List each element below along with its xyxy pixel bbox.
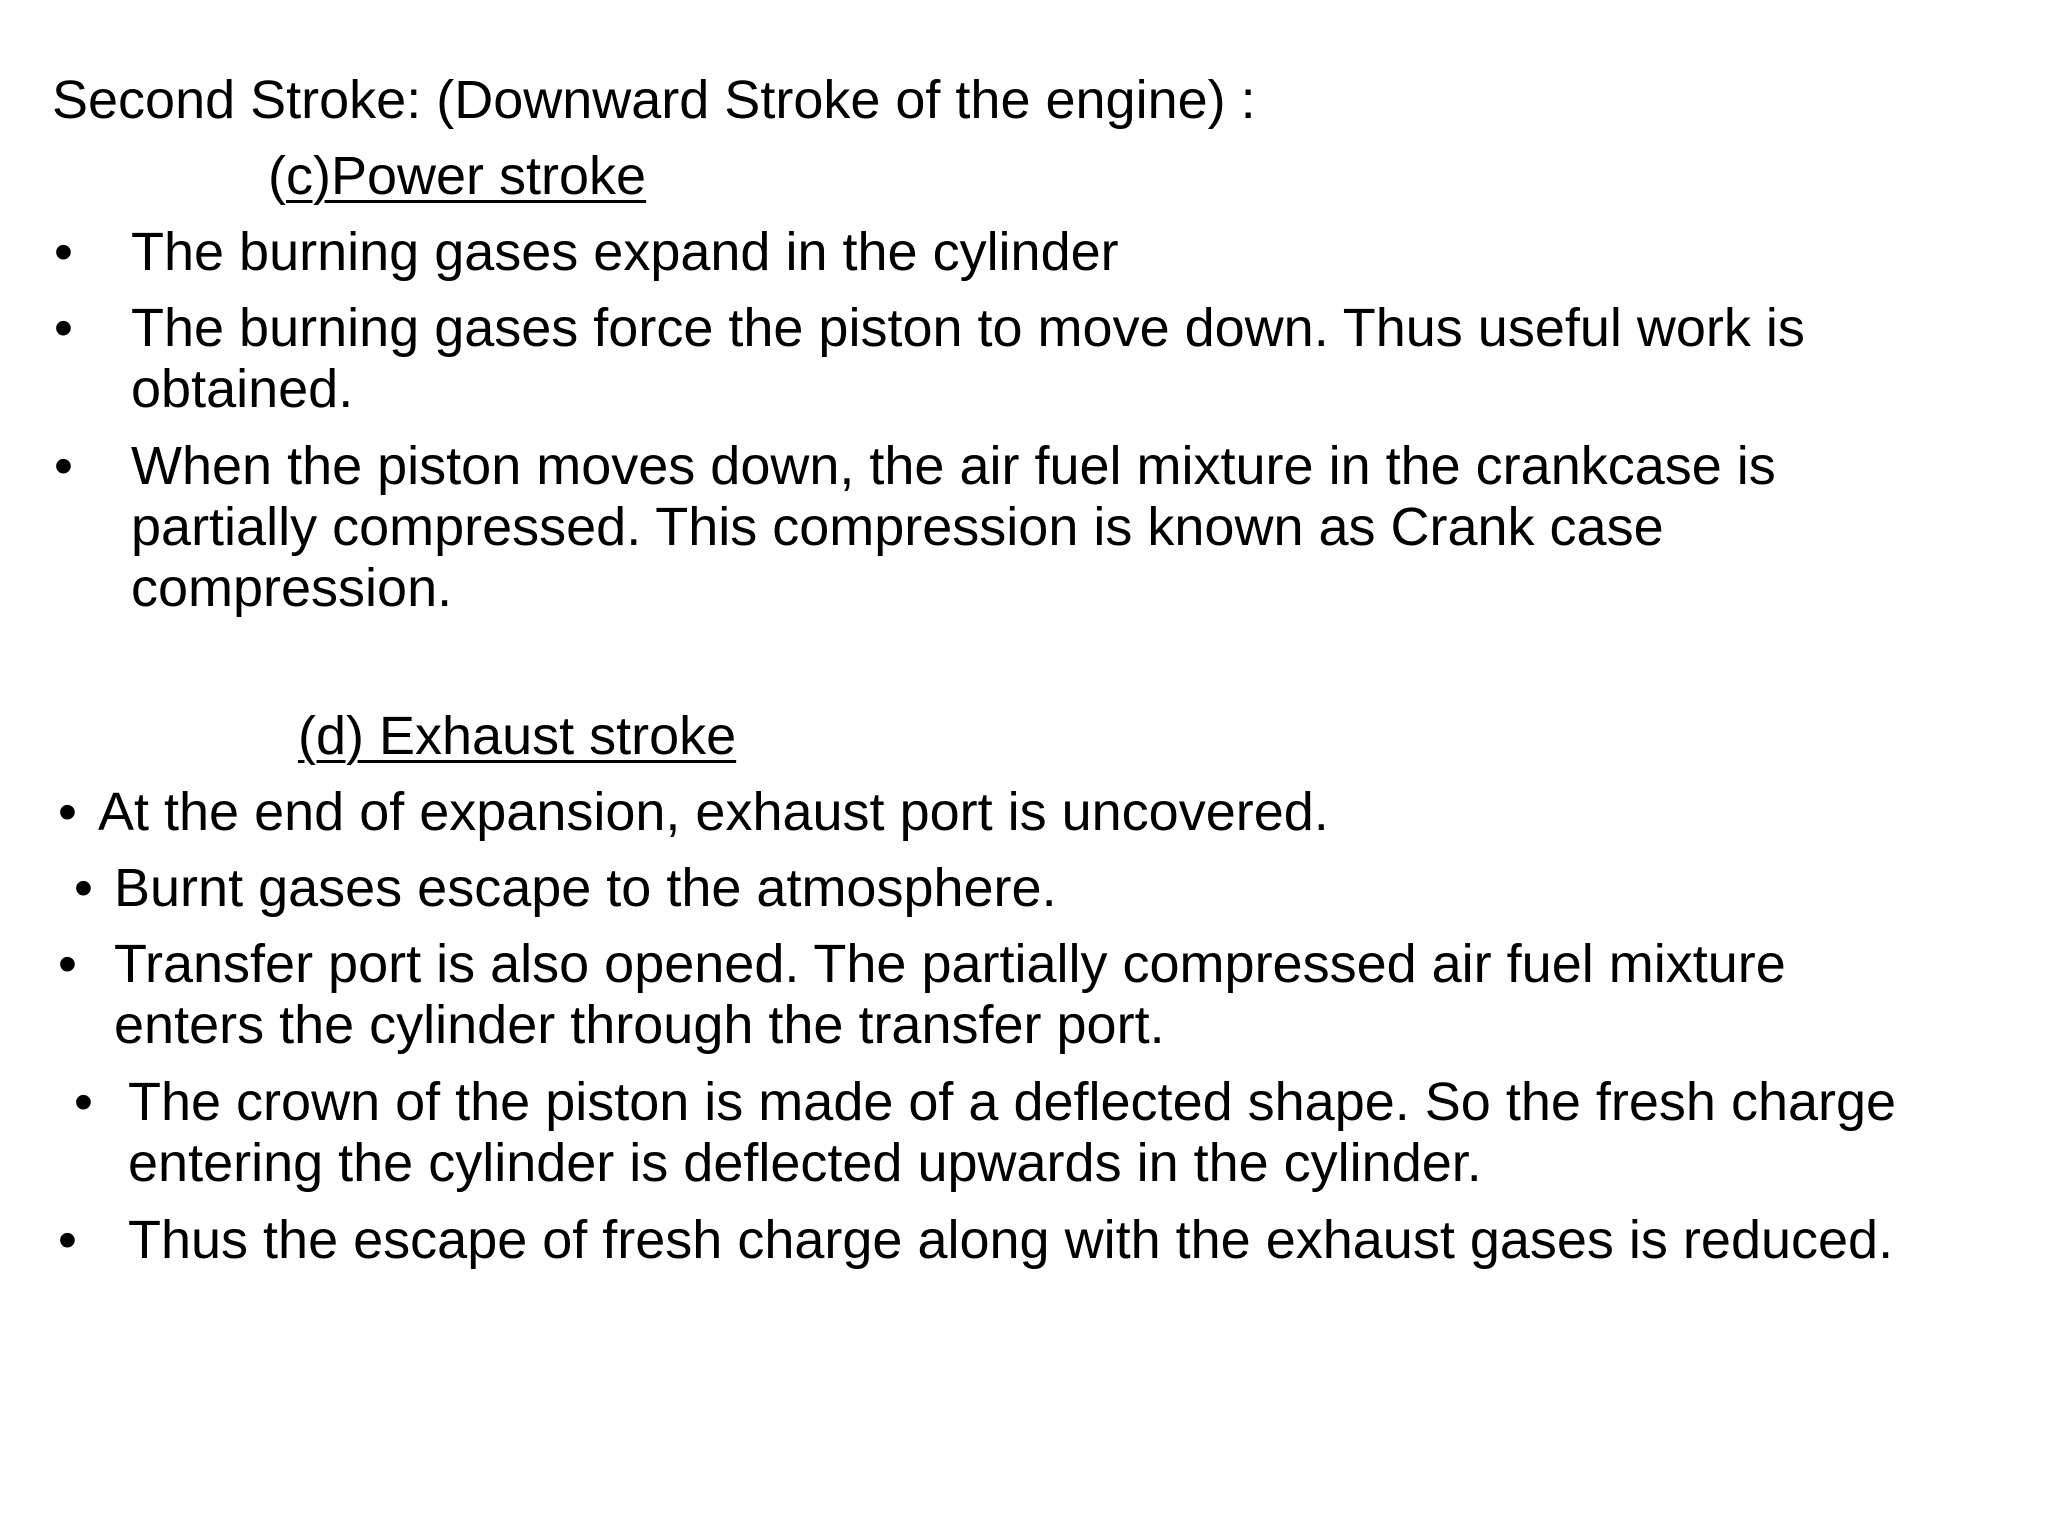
power-stroke-title: c)Power stroke [285, 146, 647, 206]
exhaust-bullet-text: At the end of expansion, exhaust port is uncovered. [98, 782, 1329, 842]
exhaust-stroke-title: (d) Exhaust stroke [298, 706, 737, 766]
power-bullet-text: The burning gases expand in the cylinder [131, 222, 1119, 282]
bullet-dot: • [58, 934, 77, 994]
power-bullet-text: The burning gases force the piston to move down. Thus useful work is obtained. [131, 298, 1805, 419]
exhaust-stroke-heading [298, 702, 736, 770]
bullet-dot: • [54, 298, 73, 358]
bullet-dot: • [54, 436, 73, 496]
bullet-dot: • [58, 782, 77, 842]
bullet-dot: • [58, 1210, 77, 1270]
slide-heading: Second Stroke: (Downward Stroke of the engine) : [52, 70, 1256, 130]
exhaust-bullet-text [114, 934, 1914, 1056]
exhaust-bullet-text: The crown of the piston is made of a deflected shape. So the fresh charge entering the cylinder is deflected upwards in the cylinder. [128, 1072, 1897, 1193]
power-stroke-prefix: ( [268, 146, 286, 206]
power-bullet-text: When the piston moves down, the air fuel mixture in the crankcase is partially compressed. This compression is known as Crank case compression. [131, 436, 1776, 618]
exhaust-bullet-text: Thus the escape of fresh charge along with the exhaust gases is reduced. [128, 1210, 1894, 1270]
exhaust-bullet-text: Burnt gases escape to the atmosphere. [114, 858, 1057, 918]
bullet-dot: • [74, 858, 93, 918]
bullet-dot: • [54, 222, 73, 282]
power-stroke-heading [268, 142, 646, 210]
bullet-dot: • [74, 1072, 93, 1132]
exhaust-bullet-3-text: Transfer port is also opened. The partially compressed air fuel mixture enters the cylinder through the transfer port. [114, 934, 1786, 1055]
